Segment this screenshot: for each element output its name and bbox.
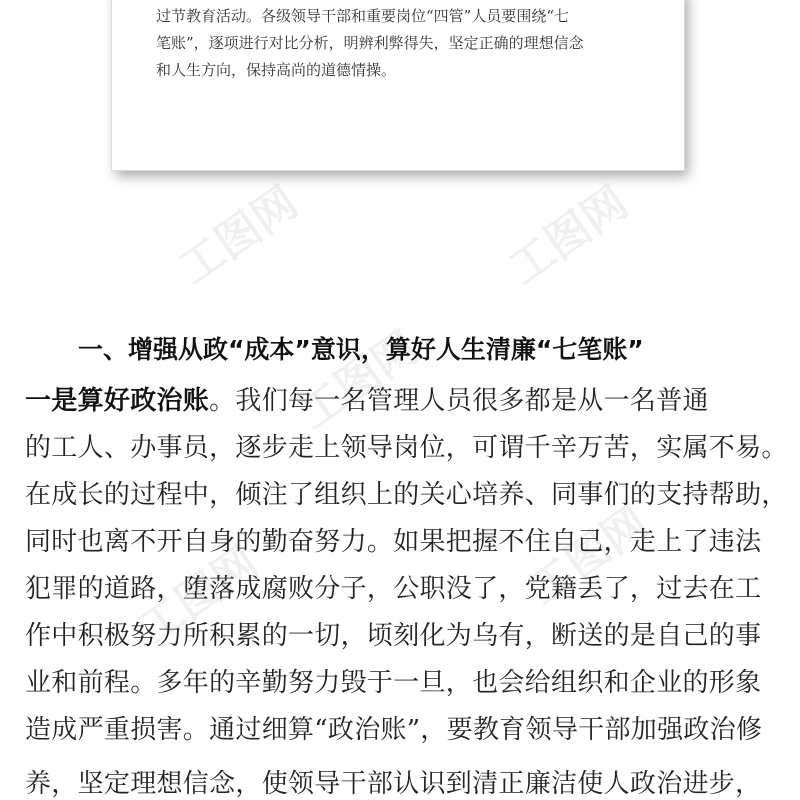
section-heading: 一、增强从政“成本”意识，算好人生清廉“七笔账” xyxy=(78,335,644,364)
card-text-line: 笔账”，逐项进行对比分析，明辨利弊得失，坚定正确的理想信念 xyxy=(156,34,584,52)
paragraph-line: 犯罪的道路，堕落成腐败分子，公职没了，党籍丢了，过去在工 xyxy=(25,574,762,604)
paragraph-line: 造成严重损害。通过细算“政治账”，要教育领导干部加强政治修 xyxy=(25,715,763,745)
paragraph-line: 养，坚定理想信念，使领导干部认识到清正廉洁使人政治进步， xyxy=(25,769,762,799)
paragraph-line: 同时也离不开自身的勤奋努力。如果把握不住自己，走上了违法 xyxy=(25,527,762,557)
paragraph-line: 在成长的过程中，倾注了组织上的关心培养、同事们的支持帮助， xyxy=(25,480,788,510)
paragraph-line: 业和前程。多年的辛勤努力毁于一旦，也会给组织和企业的形象 xyxy=(25,668,762,698)
card-text-line: 和人生方向，保持高尚的道德情操。 xyxy=(156,61,397,79)
paragraph-line xyxy=(25,380,709,417)
watermark: 工图网 xyxy=(499,176,638,295)
paragraph-text: 。我们每一名管理人员很多都是从一名普通 xyxy=(209,386,709,416)
watermark: 工图网 xyxy=(129,536,268,655)
document-page-preview xyxy=(112,0,684,170)
paragraph-lead: 一是算好政治账 xyxy=(25,386,210,416)
paragraph-line: 作中积极努力所积累的一切，顷刻化为乌有，断送的是自己的事 xyxy=(25,621,762,651)
card-text-line: 过节教育活动。各级领导干部和重要岗位“四管”人员要围绕“七 xyxy=(156,7,570,25)
paragraph-line: 的工人、办事员，逐步走上领导岗位，可谓千辛万苦，实属不易。 xyxy=(25,433,788,463)
watermark: 工图网 xyxy=(519,496,658,615)
watermark: 工图网 xyxy=(289,321,428,440)
watermark: 工图网 xyxy=(169,176,308,295)
